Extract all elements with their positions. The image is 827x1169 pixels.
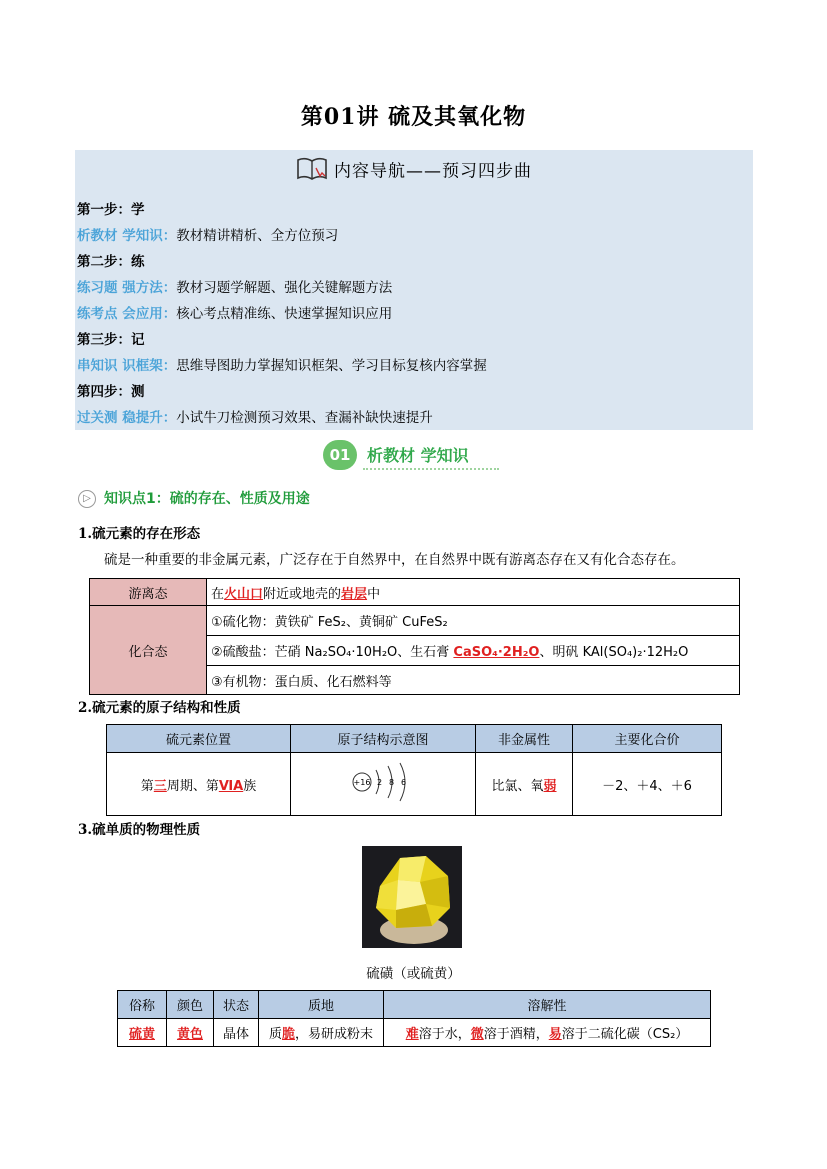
step-4: 第四步：测 xyxy=(77,384,145,400)
svg-text:+16: +16 xyxy=(353,778,371,787)
atomic-structure-table xyxy=(106,724,722,816)
sulfide-row: ①硫化物：黄铁矿 FeS₂、黄铜矿 CuFeS₂ xyxy=(207,606,740,636)
physical-properties-table xyxy=(117,990,711,1047)
nav-line-learn: 析教材 学知识：教材精讲精析、全方位预习 xyxy=(77,228,339,244)
nav-line-test: 过关测 稳提升：小试牛刀检测预习效果、查漏补缺快速提升 xyxy=(77,410,433,426)
step-3: 第三步：记 xyxy=(77,332,145,348)
header-position: 硫元素位置 xyxy=(107,725,291,753)
nav-line-apply: 练考点 会应用：核心考点精准练、快速掌握知识应用 xyxy=(77,306,393,322)
step-2: 第二步：练 xyxy=(77,254,145,270)
solubility-cell: 难溶于水，微溶于酒精，易溶于二硫化碳（CS₂） xyxy=(384,1019,711,1047)
texture-cell: 质脆，易研成粉末 xyxy=(259,1019,384,1047)
heading-physical-properties: 3.硫单质的物理性质 xyxy=(78,822,201,838)
arrow-right-icon: ▷ xyxy=(78,490,96,508)
step-1: 第一步：学 xyxy=(77,202,145,218)
nav-line-exercise: 练习题 强方法：教材习题学解题、强化关键解题方法 xyxy=(77,280,393,296)
atom-diagram-cell xyxy=(291,753,476,816)
sulfate-row: ②硫酸盐：芒硝 Na₂SO₄·10H₂O、生石膏 CaSO₄·2H₂O、明矾 KAl(SO₄)₂·12H₂O xyxy=(207,636,740,666)
book-icon xyxy=(296,156,328,187)
state-cell: 晶体 xyxy=(214,1019,259,1047)
knowledge-point-heading: ▷ 知识点1：硫的存在、性质及用途 xyxy=(78,488,310,508)
section-underline xyxy=(363,468,499,470)
header-common-name: 俗称 xyxy=(118,991,167,1019)
existence-table xyxy=(89,578,740,695)
svg-text:6: 6 xyxy=(401,778,407,787)
nav-line-framework: 串知识 识框架：思维导图助力掌握知识框架、学习目标复核内容掌握 xyxy=(77,358,487,374)
header-diagram: 原子结构示意图 xyxy=(291,725,476,753)
heading-atomic-structure: 2.硫元素的原子结构和性质 xyxy=(78,700,241,716)
sulfur-crystal-photo xyxy=(362,846,462,948)
section-number: 01 xyxy=(323,440,357,470)
header-texture: 质地 xyxy=(259,991,384,1019)
common-name-cell: 硫黄 xyxy=(118,1019,167,1047)
organic-row: ③有机物：蛋白质、化石燃料等 xyxy=(207,666,740,695)
page-title: 第01讲 硫及其氧化物 xyxy=(300,104,527,130)
header-color: 颜色 xyxy=(167,991,214,1019)
color-cell: 黄色 xyxy=(167,1019,214,1047)
free-state-label: 游离态 xyxy=(90,579,207,606)
section-badge xyxy=(323,440,499,470)
svg-text:2: 2 xyxy=(377,778,383,787)
combined-state-label: 化合态 xyxy=(90,606,207,695)
nav-header xyxy=(75,156,753,187)
content-navigation-box xyxy=(75,150,753,430)
header-nonmetal: 非金属性 xyxy=(476,725,573,753)
svg-text:8: 8 xyxy=(389,778,395,787)
header-valence: 主要化合价 xyxy=(573,725,722,753)
header-state: 状态 xyxy=(214,991,259,1019)
header-solubility: 溶解性 xyxy=(384,991,711,1019)
nav-header-text: 内容导航——预习四步曲 xyxy=(334,161,532,182)
photo-caption: 硫磺（或硫黄） xyxy=(366,966,461,982)
paragraph-existence: 硫是一种重要的非金属元素，广泛存在于自然界中，在自然界中既有游离态存在又有化合态存在。 xyxy=(104,552,685,568)
atom-structure-diagram xyxy=(348,760,418,804)
nonmetal-cell: 比氯、氧弱 xyxy=(476,753,573,816)
position-cell: 第三周期、第ⅥA族 xyxy=(107,753,291,816)
heading-existence: 1.硫元素的存在形态 xyxy=(78,526,201,542)
section-title: 析教材 学知识 xyxy=(367,446,469,465)
free-state-cell: 在火山口附近或地壳的岩层中 xyxy=(207,579,740,606)
valence-cell: －2、＋4、＋6 xyxy=(573,753,722,816)
